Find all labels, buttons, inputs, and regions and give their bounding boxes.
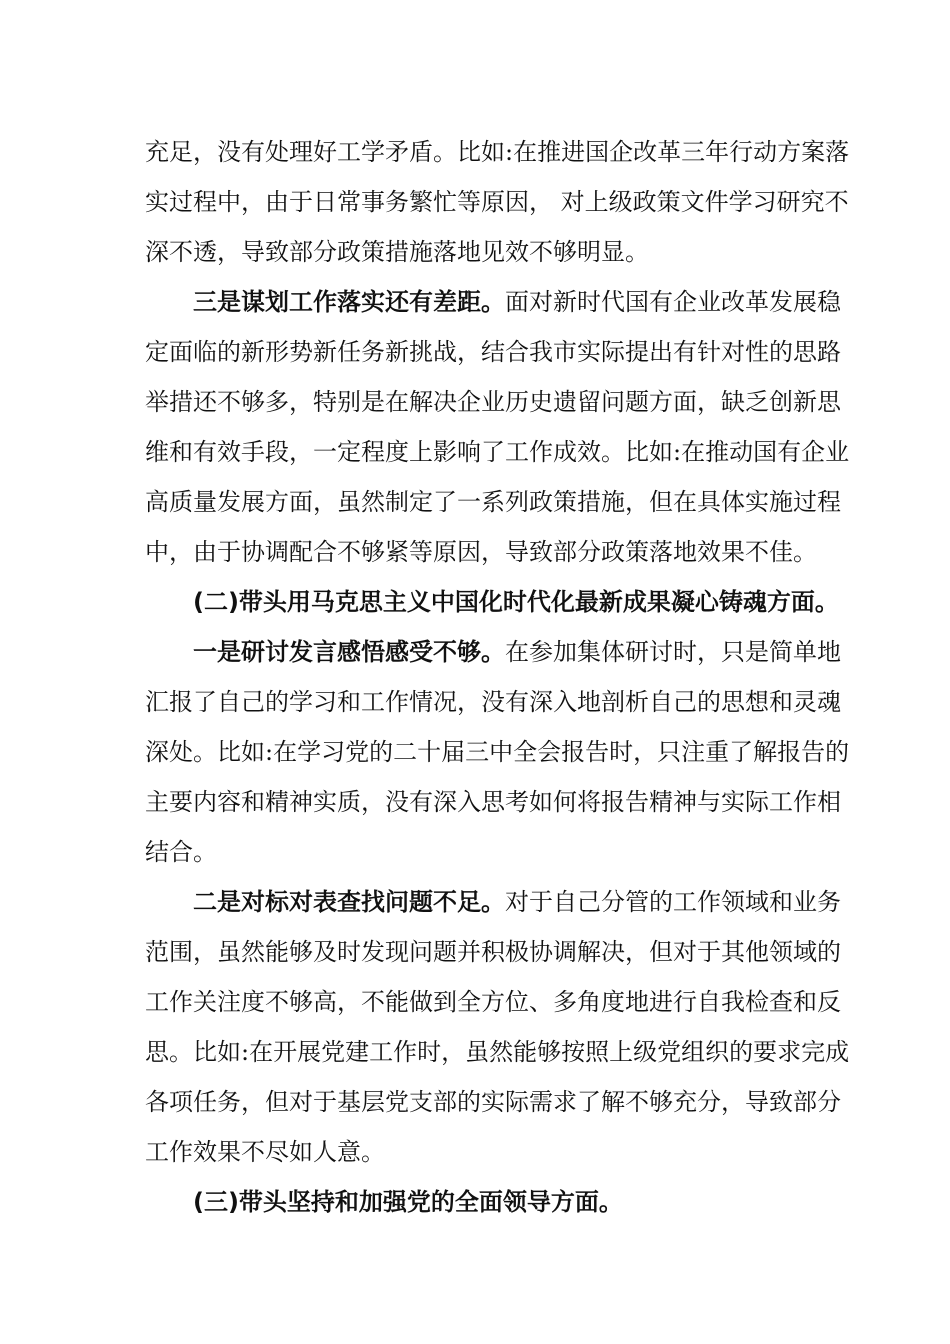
- paragraph-lead-rest: 在参加集体研讨时，只是简单地: [505, 638, 841, 666]
- paragraph-point-one: [145, 627, 850, 877]
- document-page: [145, 127, 850, 1227]
- paragraph-lead-rest: 对于自己分管的工作领域和业务: [505, 888, 841, 916]
- text-line: 工作效果不尽如人意。: [145, 1138, 385, 1166]
- text-line: 汇报了自己的学习和工作情况，没有深入地剖析自己的思想和灵魂: [145, 688, 841, 716]
- text-line: 思。比如:在开展党建工作时，虽然能够按照上级党组织的要求完成: [145, 1038, 850, 1066]
- text-line: 维和有效手段，一定程度上影响了工作成效。比如:在推动国有企业: [145, 438, 850, 466]
- paragraph-lead: 一是研讨发言感悟感受不够。: [193, 638, 505, 666]
- text-line: 深不透，导致部分政策措施落地见效不够明显。: [145, 238, 649, 266]
- paragraph-lead-rest: 面对新时代国有企业改革发展稳: [505, 288, 841, 316]
- text-line-first: [145, 627, 841, 677]
- section-heading: (二)带头用马克思主义中国化时代化最新成果凝心铸魂方面。: [193, 588, 839, 616]
- text-line: 中，由于协调配合不够紧等原因，导致部分政策落地效果不佳。: [145, 538, 817, 566]
- paragraph-point-two: [145, 877, 850, 1177]
- paragraph-lead: 二是对标对表查找问题不足。: [193, 888, 505, 916]
- text-line: 举措还不够多，特别是在解决企业历史遗留问题方面，缺乏创新思: [145, 388, 841, 416]
- section-heading-three: [145, 1177, 811, 1227]
- text-line: 高质量发展方面，虽然制定了一系列政策措施，但在具体实施过程: [145, 488, 841, 516]
- text-line: 主要内容和精神实质，没有深入思考如何将报告精神与实际工作相: [145, 788, 841, 816]
- section-heading-two: [145, 577, 839, 627]
- text-line-first: [145, 877, 841, 927]
- text-line: 结合。: [145, 838, 217, 866]
- text-line-first: [145, 277, 841, 327]
- paragraph-point-three: [145, 277, 850, 577]
- text-line: 各项任务，但对于基层党支部的实际需求了解不够充分，导致部分: [145, 1088, 841, 1116]
- text-line: 深处。比如:在学习党的二十届三中全会报告时，只注重了解报告的: [145, 738, 850, 766]
- paragraph-continuation: [145, 127, 850, 277]
- text-line: 实过程中，由于日常事务繁忙等原因， 对上级政策文件学习研究不: [145, 188, 849, 216]
- text-line: 充足，没有处理好工学矛盾。比如:在推进国企改革三年行动方案落: [145, 138, 850, 166]
- text-line: 范围，虽然能够及时发现问题并积极协调解决，但对于其他领域的: [145, 938, 841, 966]
- paragraph-lead: 三是谋划工作落实还有差距。: [193, 288, 505, 316]
- section-heading: (三)带头坚持和加强党的全面领导方面。: [193, 1188, 623, 1216]
- text-line: 工作关注度不够高，不能做到全方位、多角度地进行自我检查和反: [145, 988, 841, 1016]
- text-line: 定面临的新形势新任务新挑战，结合我市实际提出有针对性的思路: [145, 338, 841, 366]
